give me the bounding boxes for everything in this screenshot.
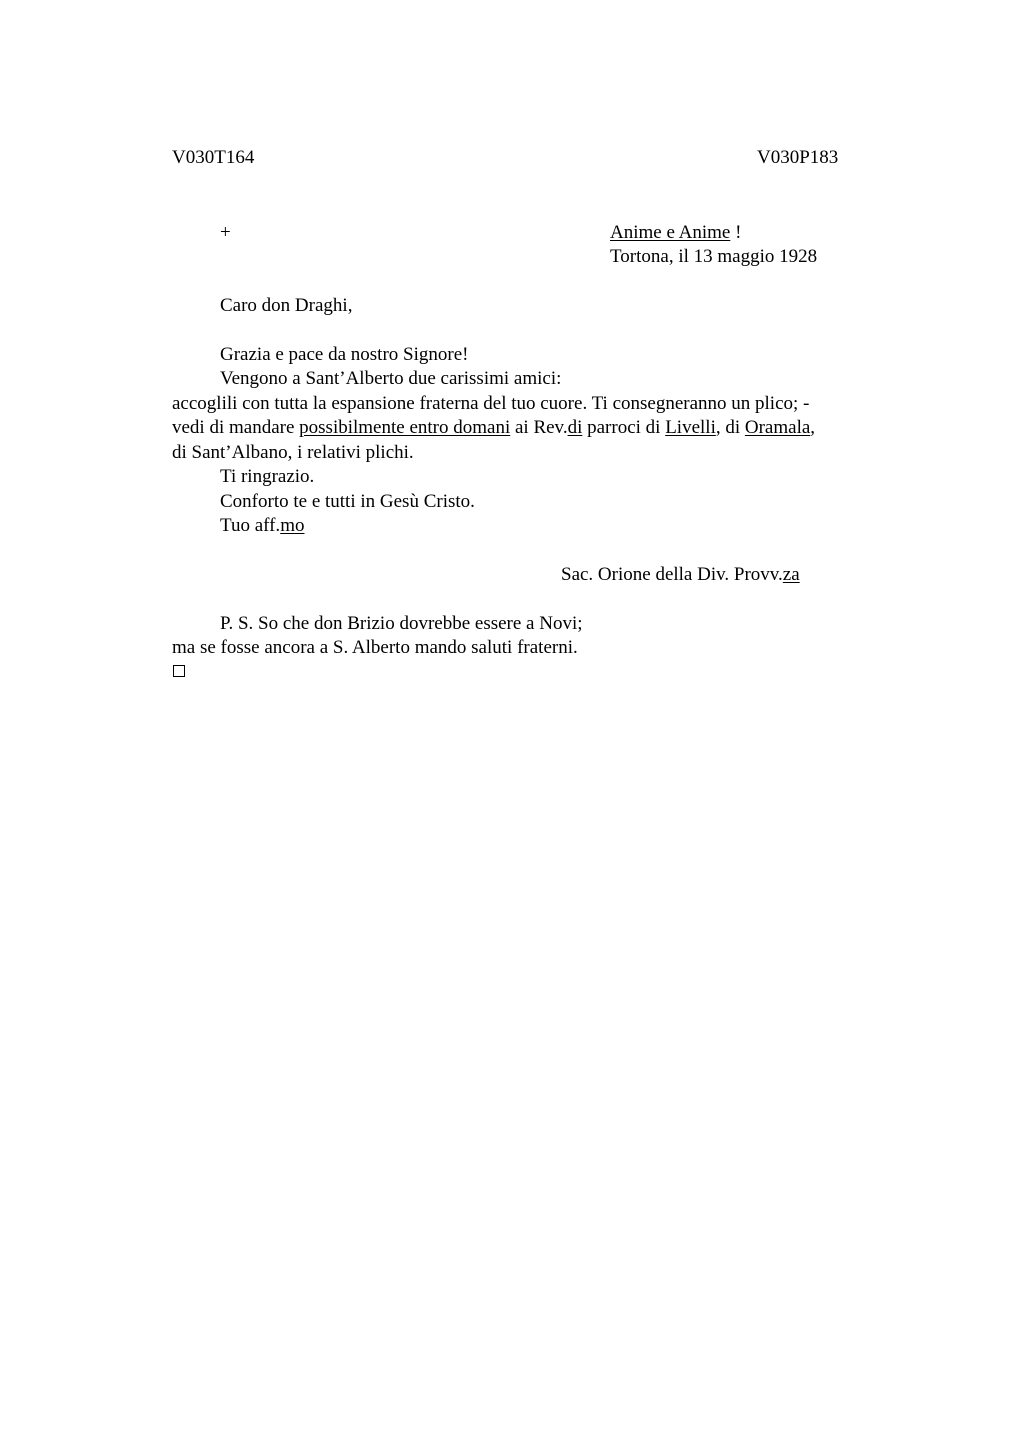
body-line-2: accoglili con tutta la espansione fraterna del tuo cuore. Ti consegneranno un plico; - xyxy=(172,393,810,414)
body-line-3-underlined-oramala: Oramala xyxy=(744,417,811,438)
postscript-line-2: ma se fosse ancora a S. Alberto mando saluti fraterni. xyxy=(172,637,578,658)
doc-code-left: V030T164 xyxy=(172,147,255,168)
motto-suffix: ! xyxy=(730,222,742,243)
body-line-1: Vengono a Sant’Alberto due carissimi amici: xyxy=(220,368,562,389)
body-line-3-underlined-deadline: possibilmente entro domani xyxy=(299,417,511,438)
thanks-line: Ti ringrazio. xyxy=(220,466,315,487)
motto xyxy=(610,221,741,245)
closing-text: Tuo aff. xyxy=(220,515,281,536)
motto-underlined: Anime e Anime xyxy=(610,222,731,243)
salutation: Caro don Draghi, xyxy=(220,295,353,316)
body-line-3-part-e: parroci di xyxy=(582,417,666,438)
signature xyxy=(561,563,800,587)
body-line-3-part-g: , di xyxy=(715,417,745,438)
body-line-3-part-a: vedi di mandare xyxy=(172,417,300,438)
closing-line xyxy=(220,514,304,538)
body-line-4: di Sant’Albano, i relativi plichi. xyxy=(172,442,414,463)
signature-underlined-za: za xyxy=(782,564,800,585)
body-line-3-part-c: ai Rev. xyxy=(510,417,568,438)
doc-code-right: V030P183 xyxy=(757,147,839,168)
body-line-3 xyxy=(172,416,815,440)
comfort-line: Conforto te e tutti in Gesù Cristo. xyxy=(220,491,475,512)
body-line-3-underlined-livelli: Livelli xyxy=(665,417,716,438)
closing-superscript-mo: mo xyxy=(280,515,305,536)
body-line-3-underlined-di: di xyxy=(567,417,583,438)
cross-mark: + xyxy=(220,222,231,243)
end-square-icon xyxy=(173,665,185,677)
signature-text: Sac. Orione della Div. Provv. xyxy=(561,564,783,585)
place-date: Tortona, il 13 maggio 1928 xyxy=(610,246,818,267)
greeting: Grazia e pace da nostro Signore! xyxy=(220,344,469,365)
body-line-3-part-i: , xyxy=(810,417,816,438)
postscript-line-1: P. S. So che don Brizio dovrebbe essere a Novi; xyxy=(220,613,583,634)
